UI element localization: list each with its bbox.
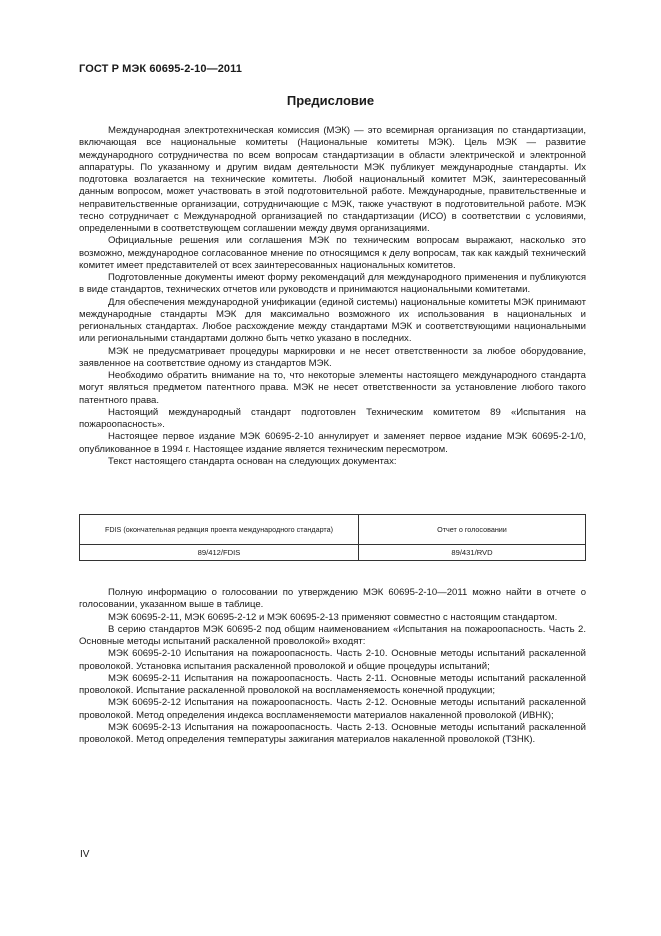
foreword-text-before-table [79, 125, 586, 468]
paragraph-first-edition: Настоящее первое издание МЭК 60695-2-10 аннулирует и заменяет первое издание МЭК 60695-2-1/0, опубликованное в 1994 г. Настоящее издание является техническим пересмотром. [79, 431, 586, 455]
list-item: МЭК 60695-2-10 Испытания на пожароопасность. Часть 2-10. Основные методы испытаний раскаленной проволокой. Установка испытания раскаленной проволокой и общие процедуры испытаний; [79, 648, 586, 672]
paragraph-patent: Необходимо обратить внимание на то, что некоторые элементы настоящего международного стандарта могут являться предметом патентного права. МЭК не несет ответственности за установление любого такого патентного права. [79, 370, 586, 406]
paragraph-applied-jointly: МЭК 60695-2-11, МЭК 60695-2-12 и МЭК 60695-2-13 применяют совместно с настоящим стандартом. [108, 611, 558, 623]
page-title: Предисловие [286, 93, 375, 108]
paragraph-prepared-documents: Подготовленные документы имеют форму рекомендаций для международного применения и публикуются в виде стандартов, технических отчетов или руководств и принимаются национальными комитетами. [79, 272, 586, 296]
paragraph-series: В серию стандартов МЭК 60695-2 под общим наименованием «Испытания на пожароопасность. Часть 2. Основные методы испытаний раскаленной проволокой» входят: [79, 623, 586, 647]
paragraph-official-decisions: Официальные решения или соглашения МЭК по техническим вопросам выражают, насколько это возможно, международное согласованное мнение по относящимся к делу вопросам, так как каждый технический комитет имеет представителей от всех заинтересованных национальных комитетов. [79, 235, 586, 271]
paragraph-voting-info: Полную информацию о голосовании по утверждению МЭК 60695-2-10—2011 можно найти в отчете о голосовании, указанном выше в таблице. [79, 587, 586, 611]
paragraph-iec-description: Международная электротехническая комиссия (МЭК) — это всемирная организация по стандартизации, включающая все национальные комитеты (Национальные комитеты МЭК). Цель МЭК — развитие международного сотрудничества по всем вопросам стандартизации в области электрической и электронной аппаратуры. По указанному и другим видам деятельности МЭК публикует международные стандарты. Их подготовка возлагается на технические комитеты. Любой национальный комитет МЭК, заинтересованный данным вопросом, может участвовать в этой подготовительной работе. Международные, правительственные и неправительственные организации, сотрудничающие с МЭК, также участвуют в подготовительной работе. МЭК тесно сотрудничает с Международной организацией по стандартизации (ИСО) в соответствии с условиями, определенными в соответствующем соглашении между двумя организациями. [79, 125, 586, 234]
paragraph-unification: Для обеспечения международной унификации (единой системы) национальные комитеты МЭК принимают международные стандарты МЭК для максимально возможного их использования в национальных и региональных стандартах. Любое расхождение между стандартами МЭК и соответствующими национальными или региональными стандартами должно быть четко указано в последних. [79, 296, 586, 345]
paragraph-marking: МЭК не предусматривает процедуры маркировки и не несет ответственности за любое оборудование, заявленное на соответствие одному из стандартов МЭК. [79, 345, 586, 369]
page-number: IV [80, 849, 90, 860]
voting-documents-table [79, 514, 586, 561]
list-item: МЭК 60695-2-13 Испытания на пожароопасность. Часть 2-13. Основные методы испытаний раскаленной проволокой. Метод определения температуры зажигания материалов накаленной проволокой (ТЗНК). [79, 721, 586, 745]
table-row [80, 545, 586, 561]
foreword-text-after-table [79, 587, 586, 746]
list-item: МЭК 60695-2-11 Испытания на пожароопасность. Часть 2-11. Основные методы испытаний раскаленной проволокой. Испытание раскаленной проволокой на воспламеняемость конечной продукции; [79, 672, 586, 696]
table-header-fdis: FDIS (окончательная редакция проекта международного стандарта) [80, 515, 359, 545]
table-cell-fdis: 89/412/FDIS [80, 545, 359, 561]
table-header-voting-report: Отчет о голосовании [359, 515, 586, 545]
paragraph-based-on: Текст настоящего стандарта основан на следующих документах: [108, 455, 397, 467]
table-header-row [80, 515, 586, 545]
document-header: ГОСТ Р МЭК 60695-2-10—2011 [79, 63, 242, 75]
list-item: МЭК 60695-2-12 Испытания на пожароопасность. Часть 2-12. Основные методы испытаний раскаленной проволокой. Метод определения индекса воспламеняемости материалов накаленной проволокой (ИВНК); [79, 697, 586, 721]
paragraph-tc89: Настоящий международный стандарт подготовлен Техническим комитетом 89 «Испытания на пожароопасность». [79, 406, 586, 430]
table-cell-rvd: 89/431/RVD [359, 545, 586, 561]
